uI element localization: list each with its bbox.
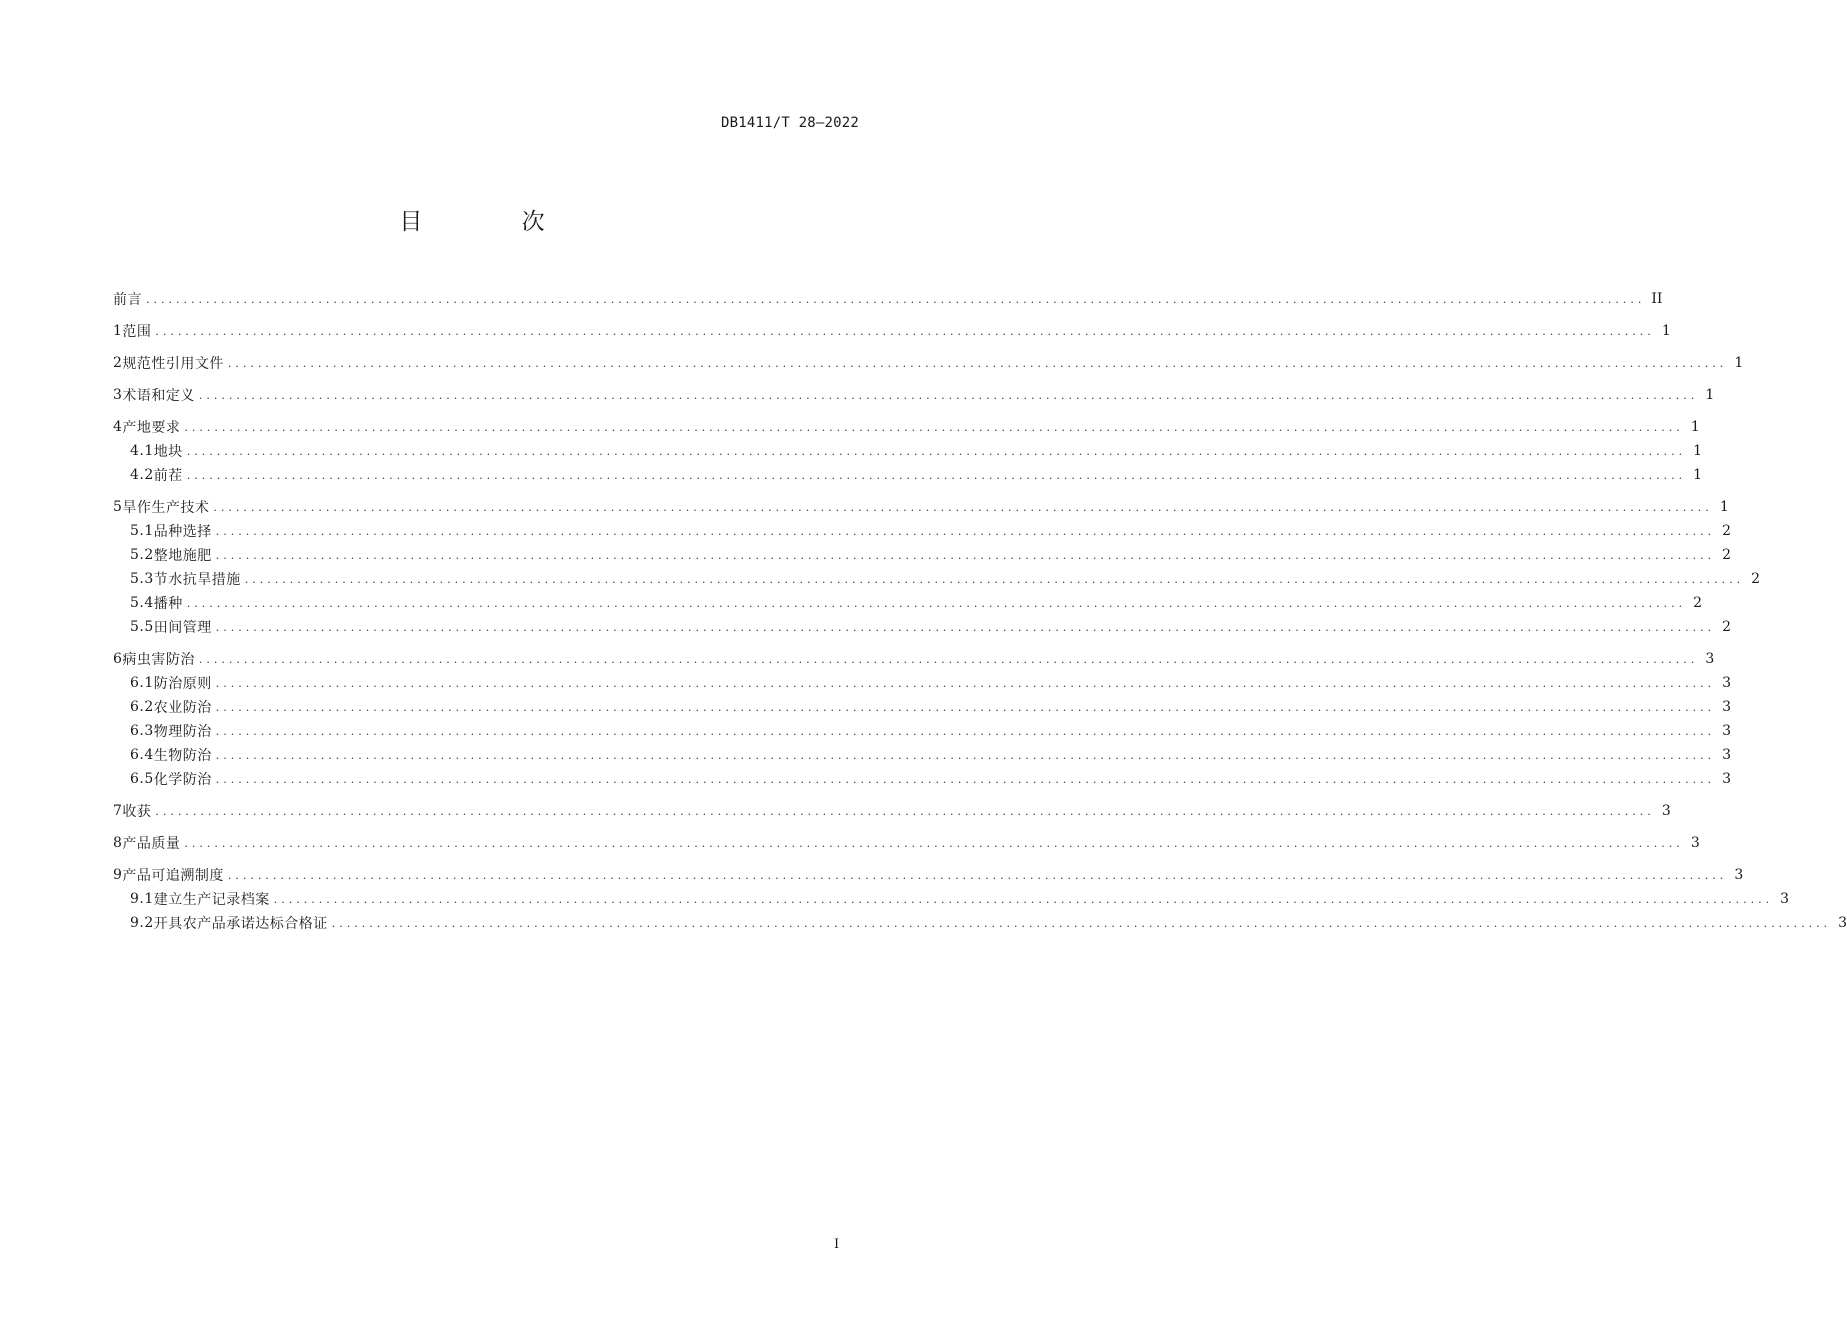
toc-entry-page: 3	[1690, 835, 1700, 851]
toc-entry[interactable]	[113, 647, 1715, 671]
toc-entry-label: 整地施肥	[153, 548, 212, 564]
toc-entry-label: 术语和定义	[122, 388, 195, 404]
toc-entry[interactable]	[113, 567, 1761, 591]
document-code: DB1411/T 28—2022	[720, 115, 859, 131]
toc-entry-label: 品种选择	[153, 524, 212, 540]
toc-dot-leader: ........................................................................................................................................................................................................	[227, 869, 1728, 882]
toc-entry-number: 5.1	[130, 523, 154, 539]
toc-entry-number: 4.1	[130, 443, 154, 459]
toc-entry-page: II	[1651, 291, 1663, 307]
toc-entry-page: 2	[1722, 523, 1732, 539]
toc-entry-number: 5	[113, 499, 123, 515]
toc-entry[interactable]	[113, 799, 1671, 823]
toc-entry-label: 播种	[153, 596, 183, 612]
toc-entry-number: 3	[113, 387, 123, 403]
toc-entry[interactable]	[113, 863, 1744, 887]
toc-entry-number: 4	[113, 419, 123, 435]
toc-dot-leader: ........................................................................................................................................................................................................	[215, 773, 1716, 786]
toc-dot-leader: ........................................................................................................................................................................................................	[155, 325, 1655, 338]
toc-entry-page: 3	[1722, 747, 1732, 763]
toc-dot-leader: ........................................................................................................................................................................................................	[213, 501, 1713, 514]
toc-dot-leader: ........................................................................................................................................................................................................	[215, 749, 1716, 762]
toc-entry-page: 2	[1751, 571, 1761, 587]
toc-entry-number: 9	[113, 867, 123, 883]
toc-entry-page: 3	[1722, 699, 1732, 715]
page-title: 目 次	[399, 209, 591, 235]
toc-entry-label: 田间管理	[153, 620, 212, 636]
toc-entry[interactable]	[113, 719, 1732, 743]
toc-dot-leader: ........................................................................................................................................................................................................	[198, 653, 1699, 666]
toc-entry-label: 产品质量	[122, 836, 181, 852]
toc-entry-label: 开具农产品承诺达标合格证	[153, 916, 328, 932]
toc-dot-leader: ........................................................................................................................................................................................................	[215, 677, 1716, 690]
toc-dot-leader: ........................................................................................................................................................................................................	[186, 469, 1687, 482]
toc-entry-label: 产地要求	[122, 420, 181, 436]
toc-entry-number: 4.2	[130, 467, 154, 483]
toc-entry[interactable]	[113, 415, 1700, 439]
toc-dot-leader: ........................................................................................................................................................................................................	[146, 293, 1646, 306]
toc-entry-page: 3	[1705, 651, 1715, 667]
toc-entry-number: 5.4	[130, 595, 154, 611]
toc-entry[interactable]	[113, 463, 1703, 487]
toc-entry-number: 5.2	[130, 547, 154, 563]
toc-entry[interactable]	[113, 591, 1703, 615]
toc-dot-leader: ........................................................................................................................................................................................................	[186, 445, 1687, 458]
toc-entry-page: 3	[1722, 675, 1732, 691]
toc-entry-label: 节水抗旱措施	[153, 572, 241, 588]
toc-entry-number: 6.3	[130, 723, 154, 739]
toc-entry-label: 病虫害防治	[122, 652, 195, 668]
toc-entry-number: 9.1	[130, 891, 154, 907]
toc-entry-page: 1	[1693, 467, 1703, 483]
toc-entry-number: 8	[113, 835, 123, 851]
toc-dot-leader: ........................................................................................................................................................................................................	[155, 805, 1655, 818]
toc-dot-leader: ........................................................................................................................................................................................................	[215, 725, 1716, 738]
toc-entry-number: 6.5	[130, 771, 154, 787]
toc-entry-page: 1	[1661, 323, 1671, 339]
toc-entry[interactable]	[113, 695, 1732, 719]
toc-entry-page: 3	[1734, 867, 1744, 883]
toc-dot-leader: ........................................................................................................................................................................................................	[198, 389, 1699, 402]
toc-entry-number: 6.1	[130, 675, 154, 691]
toc-entry[interactable]	[113, 743, 1732, 767]
toc-entry-page: 3	[1780, 891, 1790, 907]
toc-entry-page: 1	[1705, 387, 1715, 403]
toc-dot-leader: ........................................................................................................................................................................................................	[215, 621, 1716, 634]
toc-entry-page: 2	[1722, 547, 1732, 563]
toc-entry[interactable]	[113, 439, 1703, 463]
toc-dot-leader: ........................................................................................................................................................................................................	[215, 549, 1716, 562]
toc-entry[interactable]	[113, 911, 1847, 935]
toc-entry-page: 2	[1722, 619, 1732, 635]
toc-entry-number: 6.4	[130, 747, 154, 763]
toc-entry-page: 1	[1734, 355, 1744, 371]
toc-entry-label: 化学防治	[153, 772, 212, 788]
toc-entry-page: 3	[1661, 803, 1671, 819]
toc-entry-page: 3	[1838, 915, 1847, 931]
toc-dot-leader: ........................................................................................................................................................................................................	[215, 525, 1716, 538]
toc-entry[interactable]	[113, 615, 1732, 639]
toc-dot-leader: ........................................................................................................................................................................................................	[184, 837, 1684, 850]
table-of-contents	[113, 287, 1847, 935]
toc-entry[interactable]	[113, 495, 1729, 519]
toc-entry[interactable]	[113, 383, 1715, 407]
toc-entry-label: 前言	[113, 292, 142, 308]
toc-entry-label: 防治原则	[153, 676, 212, 692]
toc-dot-leader: ........................................................................................................................................................................................................	[184, 421, 1684, 434]
toc-entry-page: 3	[1722, 771, 1732, 787]
toc-entry-label: 前茬	[153, 468, 183, 484]
toc-entry-label: 旱作生产技术	[122, 500, 210, 516]
toc-entry-number: 2	[113, 355, 123, 371]
toc-entry-number: 5.5	[130, 619, 154, 635]
toc-entry-page: 1	[1690, 419, 1700, 435]
toc-entry-number: 5.3	[130, 571, 154, 587]
toc-entry-label: 规范性引用文件	[122, 356, 224, 372]
toc-dot-leader: ........................................................................................................................................................................................................	[186, 597, 1687, 610]
toc-entry-label: 收获	[122, 804, 152, 820]
toc-entry-label: 生物防治	[153, 748, 212, 764]
toc-entry-number: 1	[113, 323, 123, 339]
toc-dot-leader: ........................................................................................................................................................................................................	[227, 357, 1728, 370]
toc-entry-page: 1	[1693, 443, 1703, 459]
toc-entry-page: 3	[1722, 723, 1732, 739]
toc-entry-label: 地块	[153, 444, 183, 460]
toc-entry-page: 1	[1719, 499, 1729, 515]
toc-dot-leader: ........................................................................................................................................................................................................	[331, 917, 1832, 930]
toc-entry-page: 2	[1693, 595, 1703, 611]
toc-entry[interactable]	[113, 287, 1663, 311]
toc-entry-number: 6	[113, 651, 123, 667]
footer-page-number: I	[834, 1237, 840, 1252]
toc-entry-number: 6.2	[130, 699, 154, 715]
toc-entry[interactable]	[113, 519, 1732, 543]
toc-entry-label: 建立生产记录档案	[153, 892, 270, 908]
toc-entry-label: 物理防治	[153, 724, 212, 740]
toc-entry[interactable]	[113, 543, 1732, 567]
toc-dot-leader: ........................................................................................................................................................................................................	[273, 893, 1774, 906]
toc-entry-label: 产品可追溯制度	[122, 868, 224, 884]
toc-entry-number: 9.2	[130, 915, 154, 931]
toc-entry[interactable]	[113, 319, 1671, 343]
toc-dot-leader: ........................................................................................................................................................................................................	[244, 573, 1745, 586]
toc-entry-number: 7	[113, 803, 123, 819]
toc-entry-label: 范围	[122, 324, 152, 340]
toc-entry-label: 农业防治	[153, 700, 212, 716]
toc-entry[interactable]	[113, 887, 1790, 911]
toc-entry[interactable]	[113, 767, 1732, 791]
toc-entry[interactable]	[113, 831, 1700, 855]
toc-entry[interactable]	[113, 351, 1744, 375]
toc-dot-leader: ........................................................................................................................................................................................................	[215, 701, 1716, 714]
toc-entry[interactable]	[113, 671, 1732, 695]
